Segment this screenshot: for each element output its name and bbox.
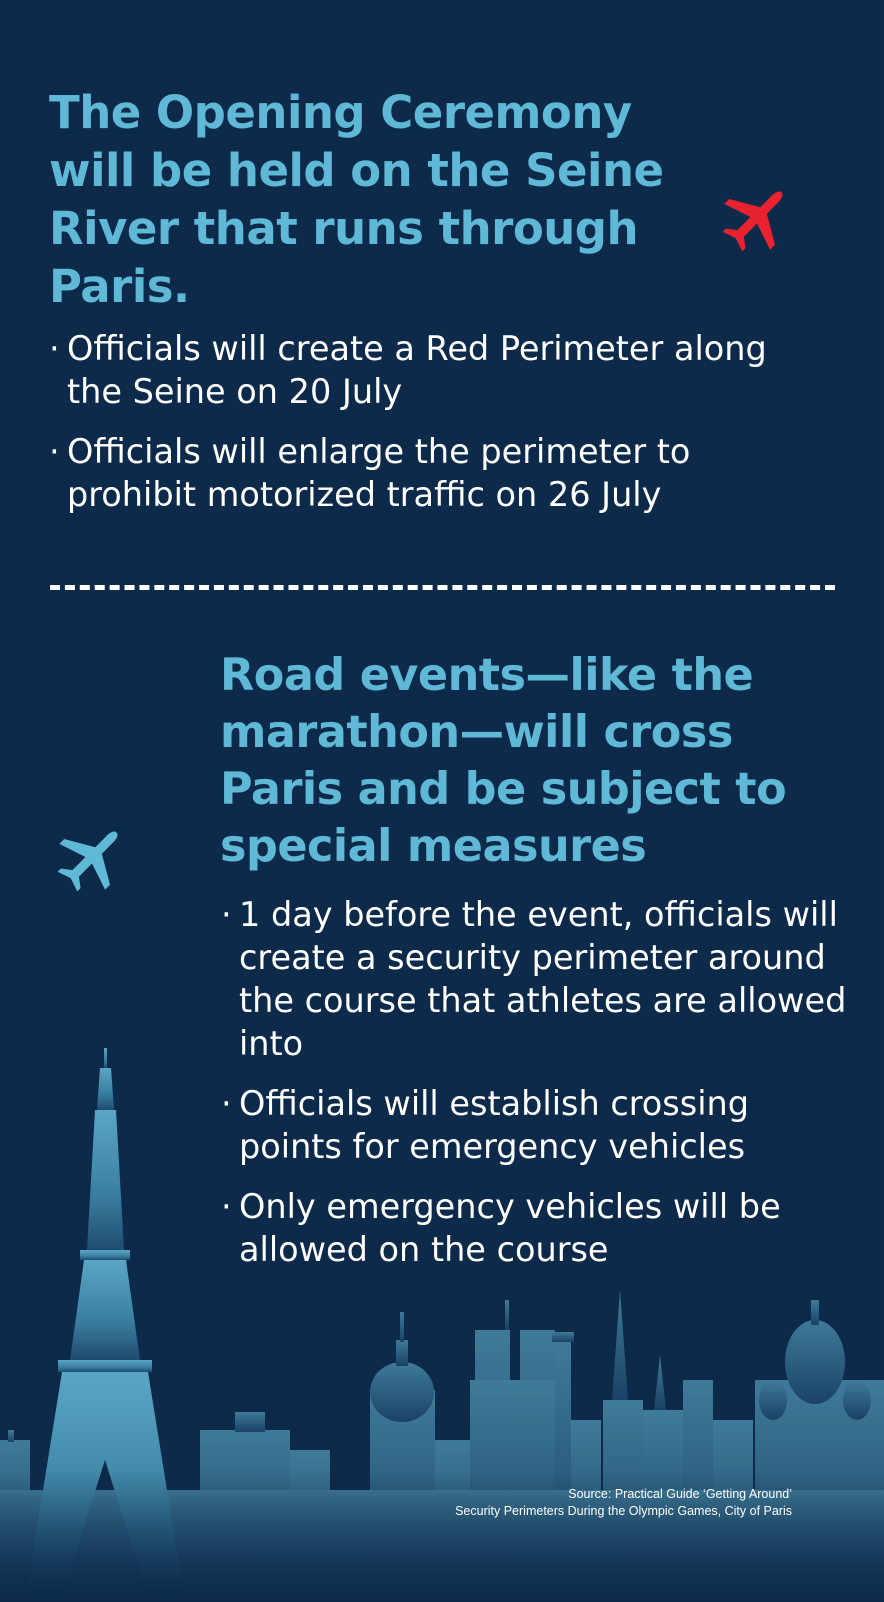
bullet-dot: · [221, 1187, 232, 1226]
airplane-icon [55, 820, 129, 894]
opening-ceremony-bullets [49, 327, 769, 533]
bullet-dot: · [49, 329, 60, 368]
opening-ceremony-heading: The Opening Ceremony will be held on the Seine River that runs through Paris. [49, 86, 664, 313]
dashed-divider [50, 585, 835, 590]
source-note [92, 1486, 792, 1520]
list-item: · Officials will create a Red Perimeter along the Seine on 20 July [49, 329, 767, 411]
list-item: · Officials will establish crossing points for emergency vehicles [221, 1084, 749, 1166]
list-item: · Officials will enlarge the perimeter to prohibit motorized traffic on 26 July [49, 432, 691, 514]
road-events-heading: Road events—like the marathon—will cross Paris and be subject to special measures [220, 650, 787, 872]
airplane-icon [720, 180, 794, 254]
bullet-dot: · [221, 1084, 232, 1123]
bullet-dot: · [221, 895, 232, 934]
bullet-dot: · [49, 432, 60, 471]
source-line-1: Source: Practical Guide ‘Getting Around’ [568, 1487, 792, 1501]
list-item: · Only emergency vehicles will be allowed on the course [221, 1187, 781, 1269]
road-events-bullets [221, 893, 851, 1288]
source-line-2: Security Perimeters During the Olympic Games, City of Paris [455, 1504, 792, 1518]
list-item: · 1 day before the event, officials will create a security perimeter around the course that athletes are allowed into [221, 895, 847, 1063]
